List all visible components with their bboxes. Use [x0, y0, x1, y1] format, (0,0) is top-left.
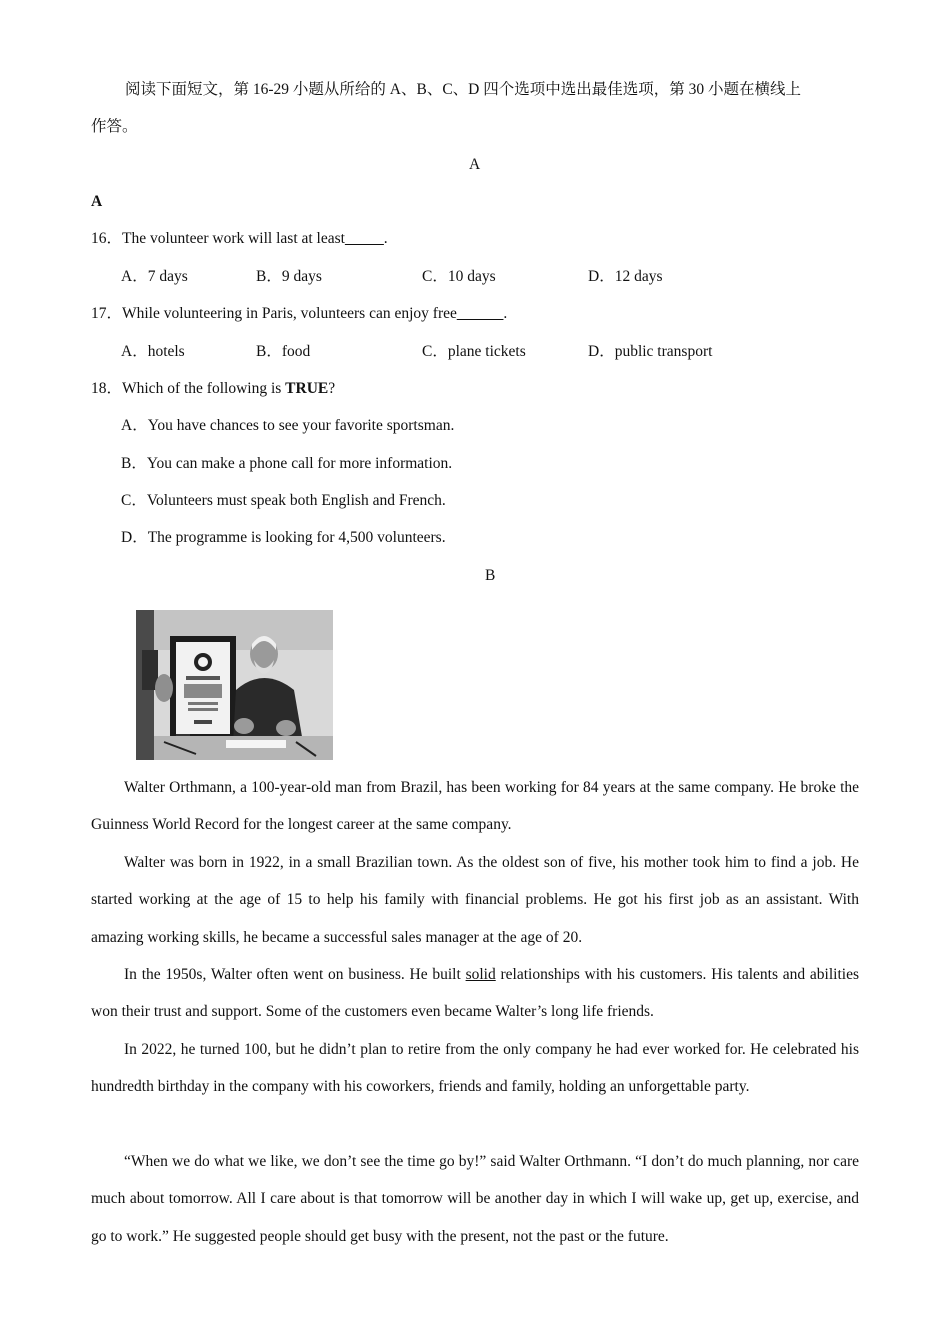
question-stem-end: ?	[328, 380, 336, 397]
passage-paragraph-3	[91, 956, 859, 1031]
answer-blank: _____	[344, 230, 384, 247]
q18-option-c: C．Volunteers must speak both English and French.	[121, 492, 446, 509]
question-stem-text: 16．The volunteer work will last at least	[91, 230, 345, 247]
q18-option-d: D．The programme is looking for 4,500 volunteers.	[121, 529, 446, 546]
q17-option-b: B．food	[256, 343, 311, 360]
section-a-label: A	[91, 193, 103, 210]
question-16-stem	[91, 229, 388, 249]
passage-paragraph-2: Walter was born in 1922, in a small Brazilian town. As the oldest son of five, his mother took him to find a job. He started working at the age of 15 to help his family with financial problems. He got his first job as an assistant. With amazing working skills, he became a successful sales manager at the age of 20.	[91, 854, 859, 946]
q18-option-b: B．You can make a phone call for more information.	[121, 455, 453, 472]
question-stem-text: 17．While volunteering in Paris, volunteers can enjoy free	[91, 305, 457, 322]
answer-blank: ______	[456, 305, 504, 322]
section-a-heading: A	[469, 156, 481, 173]
q17-option-a: A．hotels	[121, 343, 185, 360]
paragraph-text: In the 1950s, Walter often went on business. He built	[124, 966, 466, 983]
instruction-line-2: 作答。	[91, 118, 138, 135]
q17-option-d: D．public transport	[588, 343, 713, 360]
passage-paragraph-4: In 2022, he turned 100, but he didn’t plan to retire from the only company he had ever worked for. He celebrated his hundredth birthday in the company with his coworkers, friends and family, holding an unforgettable party.	[91, 1041, 859, 1096]
q17-option-c: C．plane tickets	[422, 343, 526, 360]
section-b-heading: B	[485, 567, 496, 584]
q16-option-c: C．10 days	[422, 268, 496, 285]
passage-paragraph-5: “When we do what we like, we don’t see the time go by!” said Walter Orthmann. “I don’t do much planning, nor care much about tomorrow. All I care about is that tomorrow will be another day in which I will wake up, get up, exercise, and go to work.” He suggested people should get busy with the present, not the past or the future.	[91, 1153, 859, 1245]
q16-option-a: A．7 days	[121, 268, 188, 285]
q18-option-a: A．You have chances to see your favorite sportsman.	[121, 417, 455, 434]
instruction-line-1: 阅读下面短文，第 16-29 小题从所给的 A、B、C、D 四个选项中选出最佳选项，第 30 小题在横线上	[125, 81, 801, 98]
question-stem-end: .	[503, 305, 508, 322]
underlined-word-solid: solid	[465, 966, 496, 983]
guinness-certificate-photo	[136, 610, 333, 760]
q16-option-d: D．12 days	[588, 268, 663, 285]
question-stem-end: .	[383, 230, 388, 247]
question-17-stem	[91, 304, 507, 324]
passage-paragraph-1: Walter Orthmann, a 100-year-old man from Brazil, has been working for 84 years at the same company. He broke the Guinness World Record for the longest career at the same company.	[91, 779, 859, 834]
question-18-stem	[91, 379, 335, 399]
emphasis-true: TRUE	[285, 380, 329, 397]
q16-option-b: B．9 days	[256, 268, 322, 285]
paragraph-text: relationships with his customers. His talents and abilities won their trust and support. Some of the customers even became Walter’s long life friends.	[91, 966, 859, 1021]
question-stem-text: 18．Which of the following is	[91, 380, 286, 397]
